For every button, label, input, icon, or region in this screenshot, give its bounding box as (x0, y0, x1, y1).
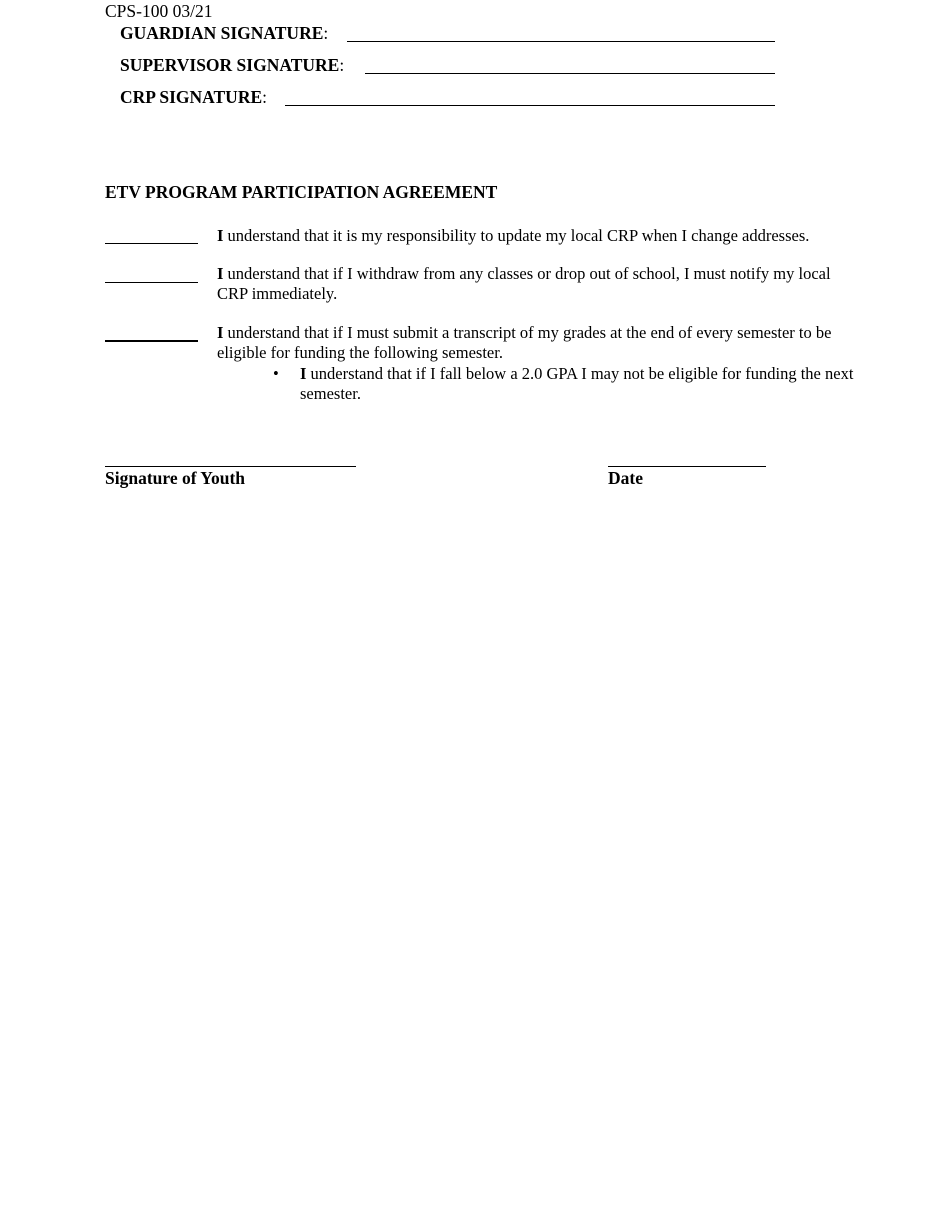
crp-signature-label (120, 87, 267, 107)
agreement-item-3 (217, 323, 842, 363)
date-label: Date (608, 468, 643, 488)
guardian-signature-field[interactable] (347, 41, 775, 42)
initial-field-1[interactable] (105, 243, 198, 244)
item-lead: I (217, 323, 224, 342)
colon: : (262, 87, 268, 107)
youth-signature-label: Signature of Youth (105, 468, 246, 488)
youth-signature-field[interactable] (105, 466, 356, 467)
item-text: understand that it is my responsibility to update my local CRP when I change addresses. (223, 226, 810, 245)
colon: : (323, 23, 329, 43)
item-text: understand that if I must submit a transcript of my grades at the end of every semester to be eligible for funding the following semester. (217, 323, 832, 362)
item-lead: I (217, 226, 224, 245)
item-lead: I (217, 264, 224, 283)
guardian-signature-label (120, 23, 328, 43)
date-field[interactable] (608, 466, 766, 467)
initial-field-3[interactable] (105, 340, 198, 342)
item-text: understand that if I fall below a 2.0 GPA I may not be eligible for funding the next semester. (300, 364, 854, 403)
agreement-item-1 (217, 226, 857, 246)
colon: : (339, 55, 345, 75)
label-text: CRP SIGNATURE (120, 87, 263, 107)
label-text: SUPERVISOR SIGNATURE (120, 55, 340, 75)
item-text: understand that if I withdraw from any classes or drop out of school, I must notify my local CRP immediately. (217, 264, 831, 303)
form-code: CPS-100 03/21 (105, 1, 213, 21)
bullet-icon: • (273, 364, 279, 383)
supervisor-signature-label (120, 55, 344, 75)
label-text: GUARDIAN SIGNATURE (120, 23, 324, 43)
agreement-bullet-item (300, 364, 855, 404)
agreement-title: ETV PROGRAM PARTICIPATION AGREEMENT (105, 182, 498, 202)
item-lead: I (300, 364, 307, 383)
crp-signature-field[interactable] (285, 105, 775, 106)
initial-field-2[interactable] (105, 282, 198, 283)
agreement-item-2 (217, 264, 857, 304)
supervisor-signature-field[interactable] (365, 73, 775, 74)
